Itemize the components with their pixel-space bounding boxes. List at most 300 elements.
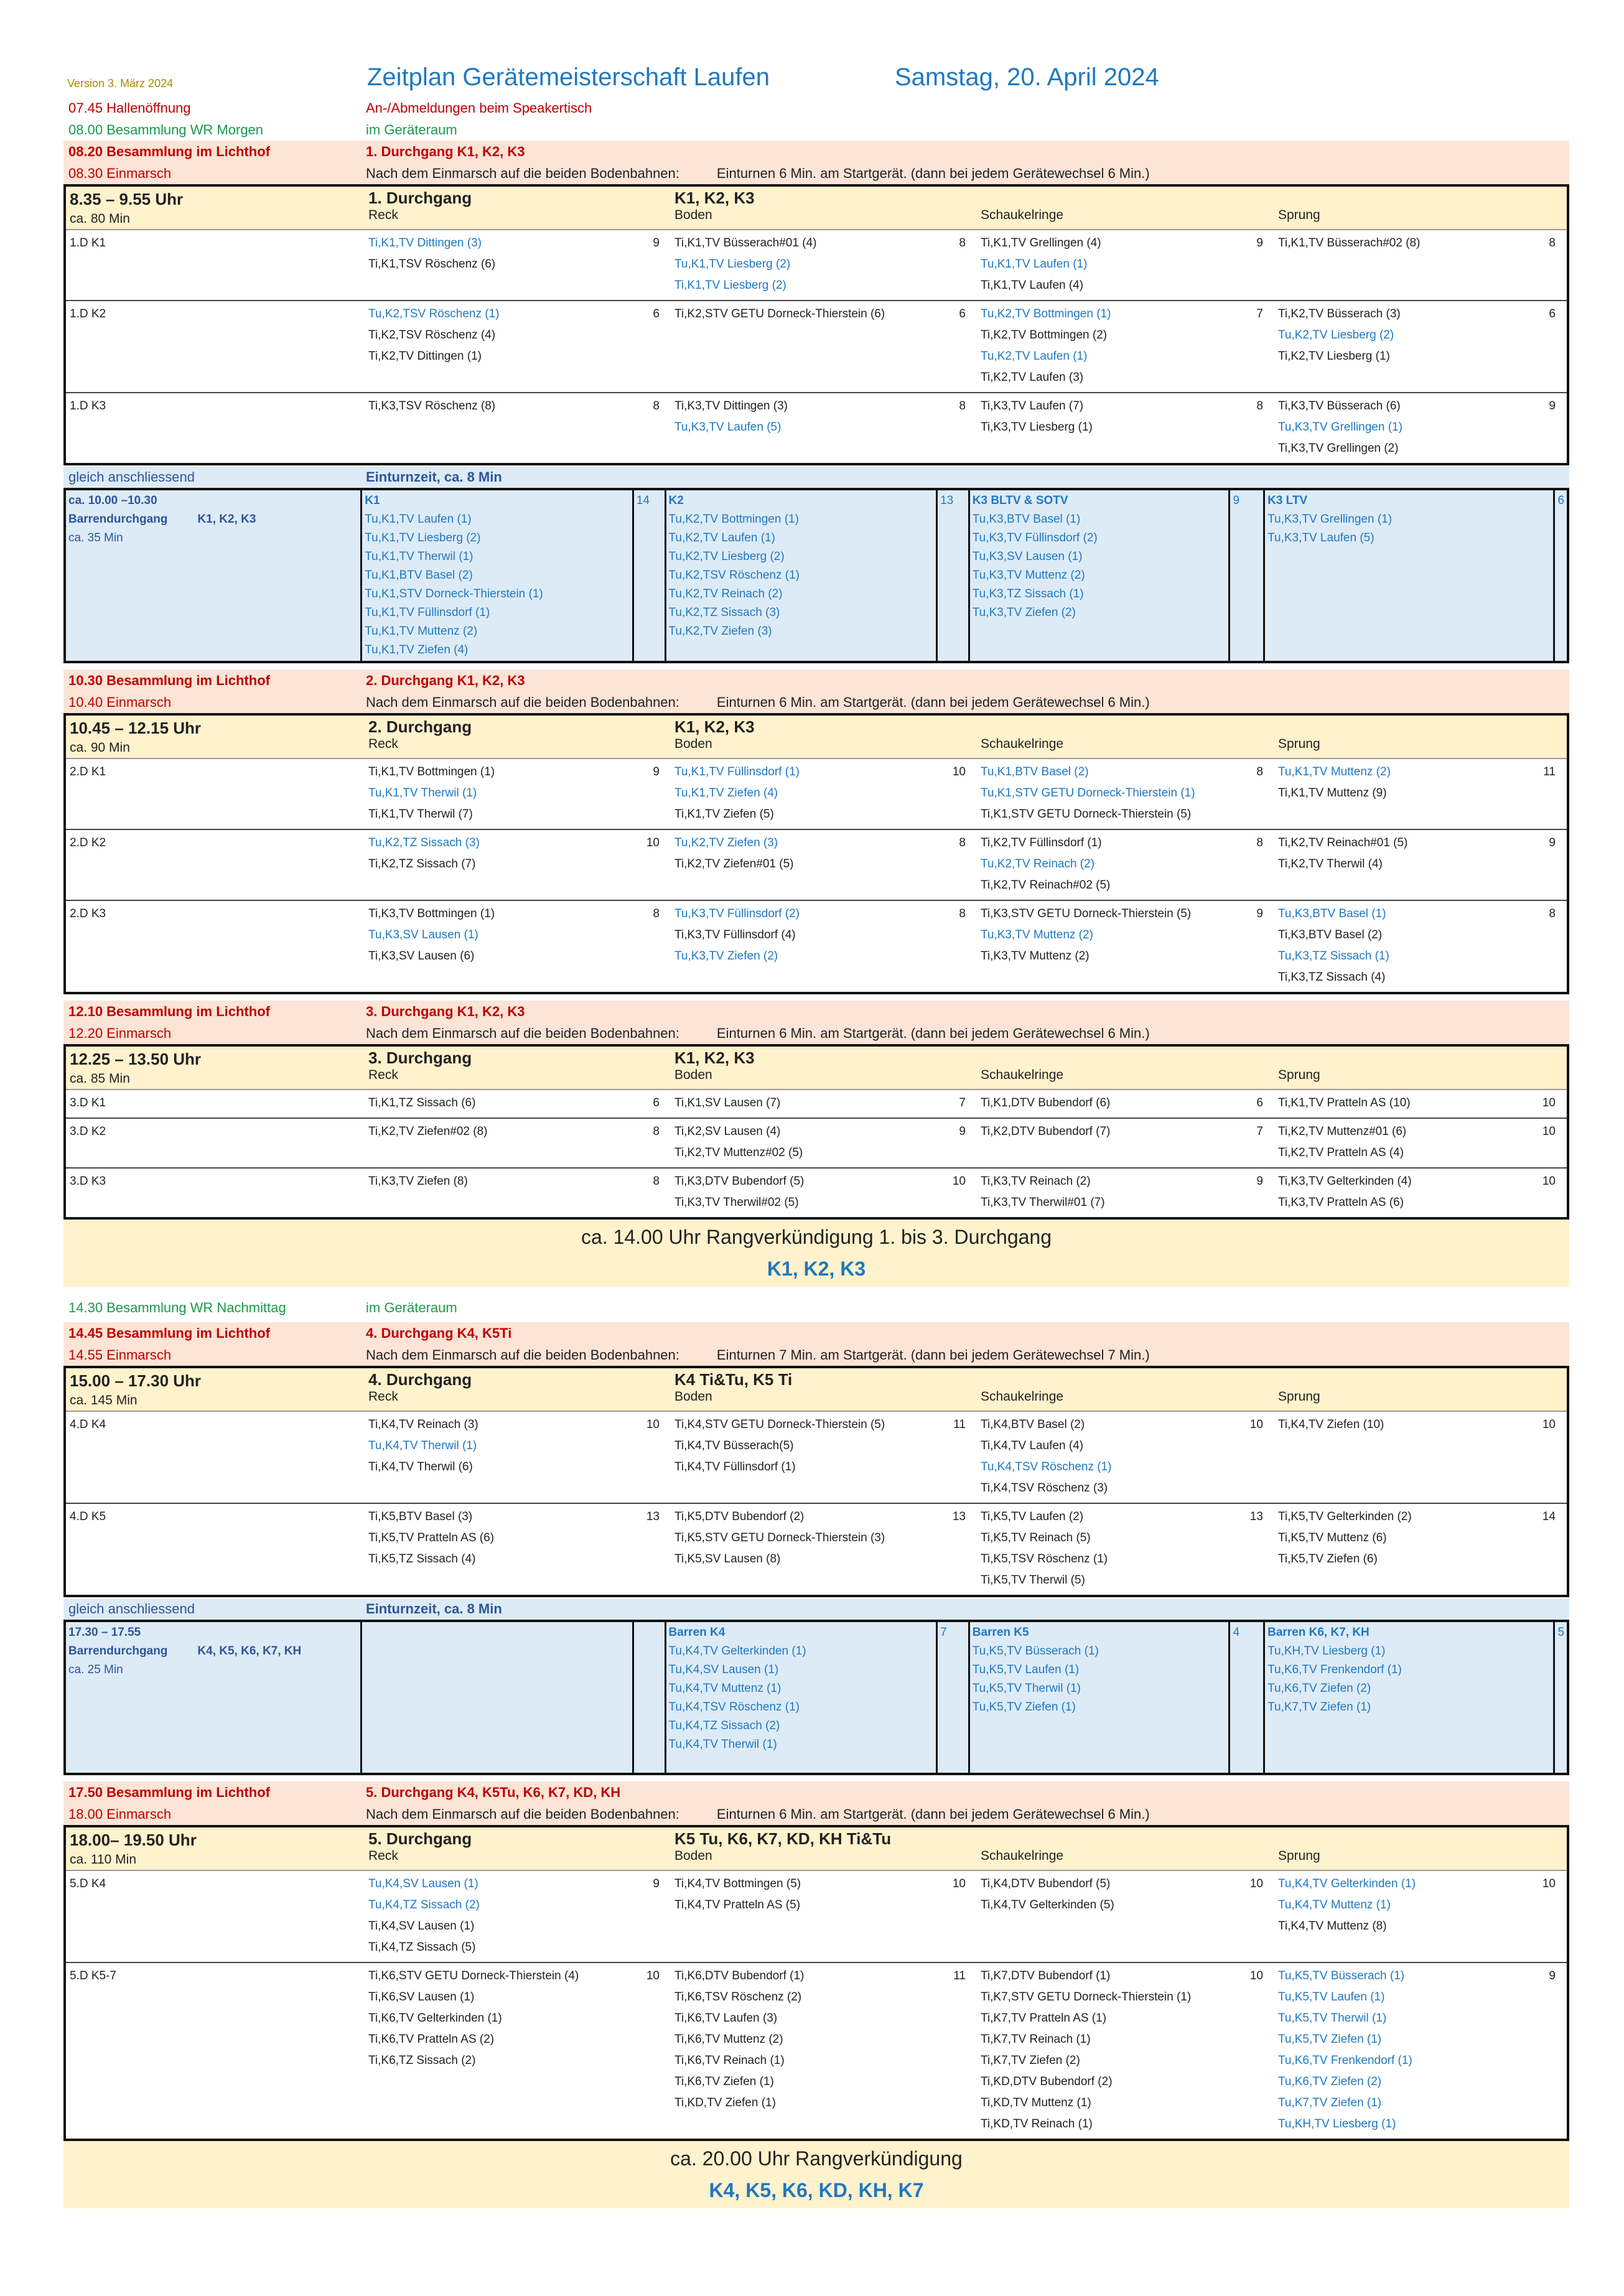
rang1-kat: K1, K2, K3	[767, 1258, 866, 1280]
list-item: Ti,K7,TV Reinach (1)	[981, 2033, 1091, 2046]
cell-count: 8	[959, 236, 966, 250]
barren-info-cell	[66, 490, 362, 661]
cell-schaukelringe	[977, 833, 1274, 896]
cell-count: 9	[1549, 836, 1556, 849]
list-item: Ti,K3,TV Therwil#02 (5)	[674, 1196, 799, 1209]
cell-boden	[671, 1966, 977, 2135]
cell-list	[1278, 1506, 1412, 1591]
cell-count: 10	[1249, 1418, 1263, 1431]
einmarsch-line	[63, 691, 1569, 713]
pre-line-1: 07.45 Hallenöffnung An-/Abmeldungen beim Speakertisch	[68, 100, 592, 116]
pre-line-2: 08.00 Besammlung WR Morgen im Geräteraum	[68, 121, 457, 138]
durchgang-time: 12.25 – 13.50 Uhr	[70, 1050, 202, 1068]
barren-item: Tu,K2,TZ Sissach (3)	[668, 606, 780, 619]
cell-schaukelringe	[977, 233, 1274, 296]
barren-item: Tu,K1,TV Liesberg (2)	[365, 531, 481, 544]
row-label: 2.D K1	[70, 765, 106, 778]
barren-count: 5	[1557, 1626, 1565, 1639]
cell-reck	[365, 833, 671, 896]
row-label: 1.D K2	[70, 307, 106, 320]
cell-count: 8	[1256, 765, 1263, 778]
barren-item: Tu,K1,TV Laufen (1)	[365, 513, 472, 526]
table-row	[66, 1090, 1567, 1118]
cell-count: 8	[653, 1175, 660, 1188]
list-item: Ti,K6,DTV Bubendorf (1)	[674, 1969, 805, 1982]
durchgang-time-cell	[66, 1368, 365, 1411]
cell-reck	[365, 396, 671, 459]
cell-list	[368, 1414, 478, 1499]
cell-count: 9	[1256, 1175, 1263, 1188]
cell-list	[674, 304, 885, 388]
colhead-boden: Boden	[674, 1849, 712, 1863]
besammlung-line	[63, 1322, 1569, 1344]
cell-count: 6	[959, 307, 966, 320]
cell-boden	[671, 1506, 977, 1591]
list-item: Tu,KH,TV Liesberg (1)	[1278, 2117, 1396, 2130]
cell-list	[368, 1171, 468, 1213]
row-label: 1.D K1	[70, 236, 106, 250]
durchgang-duration: ca. 85 Min	[70, 1071, 130, 1086]
table-row	[66, 1962, 1567, 2139]
cell-boden	[671, 833, 977, 896]
cell-list	[674, 1506, 885, 1591]
list-item: Ti,K4,TSV Röschenz (3)	[981, 1482, 1108, 1495]
cell-reck	[365, 1966, 671, 2135]
cell-count: 7	[1256, 1125, 1263, 1138]
barren-count: 7	[938, 1622, 970, 1773]
durchgang-head-row	[365, 1827, 1567, 1849]
table-row	[66, 1118, 1567, 1167]
rang2-text: ca. 20.00 Uhr Rangverkündigung	[670, 2147, 963, 2170]
list-item: Ti,K5,SV Lausen (8)	[674, 1552, 781, 1566]
barren-item: Tu,K4,TV Gelterkinden (1)	[668, 1645, 806, 1658]
list-item: Ti,K2,TV Therwil (4)	[1278, 857, 1383, 870]
cell-count: 8	[653, 907, 660, 920]
list-item: Ti,K3,TV Bottmingen (1)	[368, 907, 495, 920]
barren-item: Tu,K2,TSV Röschenz (1)	[668, 569, 800, 582]
cell-list	[368, 1506, 494, 1591]
list-item: Tu,K4,TZ Sissach (2)	[368, 1898, 480, 1911]
cell-count: 13	[646, 1510, 660, 1523]
cell-count: 10	[952, 1877, 966, 1890]
cell-list	[674, 1874, 801, 1958]
barren-label-row	[68, 510, 358, 529]
barren-count: 13	[938, 490, 970, 661]
list-item: Ti,K5,TV Gelterkinden (2)	[1278, 1510, 1412, 1523]
einturnen-text: Einturnen 6 Min. am Startgerät. (dann bei jedem Gerätewechsel 6 Min.)	[716, 694, 1150, 710]
colhead-boden: Boden	[674, 1389, 712, 1404]
barren-item: Tu,K4,TV Therwil (1)	[668, 1738, 777, 1751]
barren-table	[63, 1620, 1569, 1775]
cell-count: 13	[952, 1510, 966, 1523]
header	[63, 56, 1569, 97]
durchgang-head-row	[365, 187, 1567, 208]
list-item: Ti,K6,TV Laufen (3)	[674, 2012, 778, 2025]
list-item: Ti,K4,TV Büsserach(5)	[674, 1439, 794, 1452]
list-item: Tu,K3,TZ Sissach (1)	[1278, 950, 1389, 963]
list-item: Tu,K5,TV Therwil (1)	[1278, 2012, 1387, 2025]
besammlung-info: 5. Durchgang K4, K5Tu, K6, K7, KD, KH	[366, 1784, 621, 1800]
cell-list	[368, 233, 495, 296]
list-item: Ti,K3,TV Büsserach (6)	[1278, 399, 1401, 413]
list-item: Tu,K2,TV Ziefen (3)	[674, 836, 778, 849]
list-item: Tu,K3,SV Lausen (1)	[368, 928, 478, 941]
list-item: Ti,K1,TZ Sissach (6)	[368, 1096, 476, 1109]
apparatus-head-row	[365, 1849, 1567, 1864]
durchgang-kategorien: K1, K2, K3	[674, 717, 755, 736]
durchgang-time-cell	[66, 1827, 365, 1870]
list-item: Ti,K1,DTV Bubendorf (6)	[981, 1096, 1111, 1109]
barren-item: Tu,K3,TV Grellingen (1)	[1267, 513, 1393, 526]
besammlung-info: 3. Durchgang K1, K2, K3	[366, 1003, 525, 1019]
table-row	[66, 230, 1567, 300]
cell-count: 8	[653, 399, 660, 413]
list-item: Ti,K3,BTV Basel (2)	[1278, 928, 1383, 941]
wr-nachmittag: 14.30 Besammlung WR Nachmittag im Geräteraum	[68, 1299, 457, 1315]
einmarsch-text: Nach dem Einmarsch auf die beiden Bodenbahnen:	[366, 1346, 679, 1363]
list-item: Ti,K1,TV Büsserach#02 (8)	[1278, 236, 1421, 250]
cell-boden	[671, 396, 977, 459]
barren-item: Tu,K1,TV Ziefen (4)	[365, 643, 469, 656]
barren-item: Tu,K2,TV Laufen (1)	[668, 531, 775, 544]
list-item: Ti,K2,TV Büsserach (3)	[1278, 307, 1401, 320]
barren-item: Tu,K7,TV Ziefen (1)	[1267, 1701, 1371, 1714]
table-row	[66, 1167, 1567, 1217]
cell-count: 9	[1256, 907, 1263, 920]
list-item: Tu,K3,TV Muttenz (2)	[981, 928, 1093, 941]
cell-list	[981, 396, 1093, 459]
cell-list	[674, 1414, 885, 1499]
durchgang-name: 5. Durchgang	[368, 1829, 472, 1848]
cell-count: 10	[952, 765, 966, 778]
cell-list	[368, 1966, 579, 2135]
list-item: Ti,K5,STV GETU Dorneck-Thierstein (3)	[674, 1531, 885, 1544]
besammlung-info: 4. Durchgang K4, K5Ti	[366, 1325, 512, 1341]
durchgang-4	[63, 1322, 1569, 1597]
cell-list	[674, 903, 800, 988]
cell-list	[1278, 304, 1401, 388]
cell-count: 11	[1543, 765, 1556, 778]
durchgang-duration: ca. 80 Min	[70, 212, 130, 226]
cell-count: 10	[1542, 1125, 1556, 1138]
barren-kat: K1, K2, K3	[197, 513, 256, 526]
barren-item: Tu,K5,TV Ziefen (1)	[972, 1701, 1076, 1714]
apparatus-head-row	[365, 737, 1567, 752]
barren-col-head: K2	[668, 494, 684, 507]
cell-count: 10	[1249, 1877, 1263, 1890]
cell-list	[674, 233, 816, 296]
barren-block-2	[63, 1598, 1569, 1775]
list-item: Ti,K4,TV Gelterkinden (5)	[981, 1898, 1114, 1911]
durchgang-head	[66, 1368, 1567, 1412]
cell-boden	[671, 1093, 977, 1114]
cell-sprung	[1274, 762, 1567, 825]
list-item: Ti,K2,TZ Sissach (7)	[368, 857, 476, 870]
besammlung-line	[63, 1781, 1569, 1803]
besammlung-time: 12.10 Besammlung im Lichthof	[68, 1003, 270, 1019]
cell-schaukelringe	[977, 396, 1274, 459]
barren-item: Tu,K4,SV Lausen (1)	[668, 1663, 779, 1676]
cell-count: 13	[1249, 1510, 1263, 1523]
cell-reck	[365, 233, 671, 296]
table-row	[66, 300, 1567, 392]
einmarsch-text: Nach dem Einmarsch auf die beiden Bodenbahnen:	[366, 694, 679, 710]
durchgang-table	[63, 1044, 1569, 1220]
list-item: Tu,K5,TV Laufen (1)	[1278, 1990, 1385, 2004]
barren-item: Tu,K3,SV Lausen (1)	[972, 550, 1083, 563]
list-item: Ti,K3,TV Grellingen (2)	[1278, 442, 1399, 455]
colhead-sprung: Sprung	[1278, 737, 1320, 751]
cell-sprung	[1274, 1121, 1567, 1164]
cell-sprung	[1274, 833, 1567, 896]
list-item: Ti,K2,TV Muttenz#01 (6)	[1278, 1125, 1407, 1138]
cell-schaukelringe	[977, 304, 1274, 388]
cell-list	[1278, 233, 1420, 296]
barren-col	[970, 1622, 1231, 1773]
cell-count: 10	[1542, 1175, 1556, 1188]
cell-count: 10	[646, 836, 660, 849]
cell-count: 10	[1542, 1877, 1556, 1890]
barren-item: Tu,KH,TV Liesberg (1)	[1267, 1645, 1386, 1658]
einmarsch-time: 18.00 Einmarsch	[68, 1806, 172, 1822]
cell-boden	[671, 903, 977, 988]
barren-col-head: Barren K5	[972, 1626, 1029, 1639]
durchgang-name: 3. Durchgang	[368, 1048, 472, 1067]
cell-count: 8	[1549, 907, 1556, 920]
colhead-schaukelringe: Schaukelringe	[981, 1389, 1064, 1404]
gleich-text: gleich anschliessend	[68, 469, 195, 485]
barren-item: Tu,K6,TV Ziefen (2)	[1267, 1682, 1371, 1695]
cell-list	[981, 1874, 1114, 1958]
barren-col	[970, 490, 1231, 661]
barren-count: 9	[1230, 490, 1265, 661]
list-item: Ti,K1,TV Grellingen (4)	[981, 236, 1101, 250]
table-row	[66, 392, 1567, 463]
barren-item: Tu,K3,TV Füllinsdorf (2)	[972, 531, 1098, 544]
list-item: Ti,K3,TV Muttenz (2)	[981, 950, 1090, 963]
cell-sprung	[1274, 1966, 1567, 2135]
einmarsch-line	[63, 1022, 1569, 1044]
list-item: Ti,K7,STV GETU Dorneck-Thierstein (1)	[981, 1990, 1192, 2004]
barren-col-head: K3 LTV	[1267, 494, 1308, 507]
cell-list	[368, 1874, 480, 1958]
list-item: Ti,K4,TV Füllinsdorf (1)	[674, 1460, 796, 1473]
cell-count: 10	[952, 1175, 966, 1188]
cell-boden	[671, 1171, 977, 1213]
list-item: Tu,K6,TV Ziefen (2)	[1278, 2075, 1382, 2088]
cell-count: 7	[1256, 307, 1263, 320]
durchgang-duration: ca. 145 Min	[70, 1393, 138, 1407]
list-item: Ti,K3,TV Gelterkinden (4)	[1278, 1175, 1412, 1188]
cell-count: 6	[1256, 1096, 1263, 1109]
row-label: 1.D K3	[70, 399, 106, 413]
durchgang-time: 10.45 – 12.15 Uhr	[70, 719, 202, 737]
cell-list	[981, 1506, 1108, 1591]
barren-col-head: K3 BLTV & SOTV	[972, 494, 1068, 507]
list-item: Ti,K5,BTV Basel (3)	[368, 1510, 473, 1523]
list-item: Ti,K1,TV Büsserach#01 (4)	[674, 236, 817, 250]
colhead-boden: Boden	[674, 1068, 712, 1082]
besammlung-time: 14.45 Besammlung im Lichthof	[68, 1325, 270, 1341]
barren-info-cell	[66, 1622, 362, 1773]
cell-count: 8	[653, 1125, 660, 1138]
cell-reck	[365, 1093, 671, 1114]
list-item: Ti,K1,TV Laufen (4)	[981, 279, 1084, 292]
list-item: Ti,K4,BTV Basel (2)	[981, 1418, 1085, 1431]
barren-item: Tu,K5,TV Büsserach (1)	[972, 1645, 1099, 1658]
list-item: Ti,K6,TV Pratteln AS (2)	[368, 2033, 495, 2046]
table-row	[66, 829, 1567, 900]
list-item: Ti,K2,TV Reinach#02 (5)	[981, 879, 1111, 892]
list-item: Tu,K4,TV Gelterkinden (1)	[1278, 1877, 1416, 1890]
list-item: Ti,K4,TV Muttenz (8)	[1278, 1920, 1387, 1933]
cell-boden	[671, 1874, 977, 1958]
list-item: Ti,K6,TSV Röschenz (2)	[674, 1990, 802, 2004]
cell-schaukelringe	[977, 1966, 1274, 2135]
cell-count: 10	[646, 1969, 660, 1982]
list-item: Ti,K4,TV Therwil (6)	[368, 1460, 473, 1473]
einturnen-text: Einturnen 6 Min. am Startgerät. (dann bei jedem Gerätewechsel 6 Min.)	[716, 165, 1150, 181]
barren-item: Tu,K3,TV Muttenz (2)	[972, 569, 1085, 582]
durchgang-table	[63, 1366, 1569, 1597]
barren-item: Tu,K3,TV Laufen (5)	[1267, 531, 1374, 544]
list-item: Ti,K4,TV Reinach (3)	[368, 1418, 478, 1431]
list-item: Ti,K6,TV Reinach (1)	[674, 2054, 785, 2067]
barren-block-1	[63, 467, 1569, 663]
barren-col-head: Barren K6, K7, KH	[1267, 1626, 1370, 1639]
cell-reck	[365, 1171, 671, 1213]
gleich-line	[63, 467, 1569, 488]
list-item: Tu,K4,TV Therwil (1)	[368, 1439, 477, 1452]
besammlung-time: 10.30 Besammlung im Lichthof	[68, 672, 270, 688]
einmarsch-info	[362, 1347, 1569, 1363]
cell-list	[368, 1121, 487, 1164]
rangverkuendigung-1	[63, 1220, 1569, 1287]
list-item: Ti,K3,TSV Röschenz (8)	[368, 399, 496, 413]
cell-boden	[671, 1121, 977, 1164]
rangverkuendigung-2	[63, 2141, 1569, 2208]
list-item: Ti,K1,TV Liesberg (2)	[674, 279, 786, 292]
cell-list	[1278, 1121, 1406, 1164]
cell-count: 6	[653, 307, 660, 320]
durchgang-head-cols	[365, 1047, 1567, 1089]
list-item: Ti,KD,DTV Bubendorf (2)	[981, 2075, 1113, 2088]
list-item: Ti,K7,TV Pratteln AS (1)	[981, 2012, 1107, 2025]
list-item: Ti,K5,TV Ziefen (6)	[1278, 1552, 1378, 1566]
row-label: 2.D K2	[70, 836, 106, 849]
einmarsch-text: Nach dem Einmarsch auf die beiden Bodenbahnen:	[366, 1025, 679, 1041]
list-item: Ti,K4,TV Pratteln AS (5)	[674, 1898, 801, 1911]
list-item: Ti,K6,TV Ziefen (1)	[674, 2075, 774, 2088]
cell-schaukelringe	[977, 1121, 1274, 1164]
list-item: Ti,K5,TV Muttenz (6)	[1278, 1531, 1387, 1544]
colhead-schaukelringe: Schaukelringe	[981, 1068, 1064, 1082]
list-item: Ti,K3,TV Laufen (7)	[981, 399, 1084, 413]
list-item: Ti,K4,TV Ziefen (10)	[1278, 1418, 1384, 1431]
gleich-text: gleich anschliessend	[68, 1601, 195, 1617]
durchgang-1	[63, 141, 1569, 465]
cell-list	[981, 762, 1195, 825]
list-item: Ti,K6,TV Muttenz (2)	[674, 2033, 783, 2046]
cell-list	[368, 903, 495, 988]
barren-item: Tu,K4,TSV Röschenz (1)	[668, 1701, 800, 1714]
cell-reck	[365, 1506, 671, 1591]
list-item: Ti,K2,TV Ziefen#01 (5)	[674, 857, 794, 870]
list-item: Tu,K3,TV Füllinsdorf (2)	[674, 907, 800, 920]
durchgang-table	[63, 713, 1569, 994]
durchgang-head	[66, 187, 1567, 230]
colhead-schaukelringe: Schaukelringe	[981, 737, 1064, 751]
cell-list	[674, 396, 788, 459]
durchgang-name: 4. Durchgang	[368, 1370, 472, 1389]
colhead-reck: Reck	[368, 1068, 398, 1082]
barren-item: Tu,K4,TZ Sissach (2)	[668, 1719, 780, 1732]
barren-col	[1265, 490, 1555, 661]
gleich-line	[63, 1598, 1569, 1620]
list-item: Ti,K5,TSV Röschenz (1)	[981, 1552, 1108, 1566]
colhead-sprung: Sprung	[1278, 1849, 1320, 1863]
list-item: Tu,K1,TV Ziefen (4)	[674, 786, 778, 800]
row-label: 3.D K2	[70, 1125, 106, 1138]
list-item: Ti,K5,TV Laufen (2)	[981, 1510, 1084, 1523]
row-label: 5.D K4	[70, 1877, 106, 1890]
cell-sprung	[1274, 304, 1567, 388]
einmarsch-text: Nach dem Einmarsch auf die beiden Bodenbahnen:	[366, 1806, 679, 1822]
cell-schaukelringe	[977, 903, 1274, 988]
durchgang-head-cols	[365, 1827, 1567, 1870]
cell-list	[1278, 833, 1407, 896]
list-item: Ti,K4,SV Lausen (1)	[368, 1920, 475, 1933]
cell-list	[1278, 396, 1402, 459]
barren-count: 6	[1557, 494, 1565, 507]
cell-count: 8	[959, 836, 966, 849]
cell-reck	[365, 1121, 671, 1164]
apparatus-head-row	[365, 1068, 1567, 1083]
barren-item: Tu,K2,TV Bottmingen (1)	[668, 513, 799, 526]
colhead-schaukelringe: Schaukelringe	[981, 208, 1064, 222]
table-row	[66, 900, 1567, 992]
barren-item: Tu,K1,TV Therwil (1)	[365, 550, 474, 563]
cell-schaukelringe	[977, 1506, 1274, 1591]
barren-col	[666, 490, 938, 661]
table-row	[66, 1412, 1567, 1503]
einmarsch-info	[362, 1806, 1569, 1822]
list-item: Ti,K6,STV GETU Dorneck-Thierstein (4)	[368, 1969, 579, 1982]
barren-item: Tu,K4,TV Muttenz (1)	[668, 1682, 782, 1695]
durchgang-head-row	[365, 1047, 1567, 1068]
list-item: Ti,K3,TV Pratteln AS (6)	[1278, 1196, 1404, 1209]
list-item: Tu,K4,TV Muttenz (1)	[1278, 1898, 1391, 1911]
list-item: Tu,K2,TV Reinach (2)	[981, 857, 1095, 870]
durchgang-kategorien: K1, K2, K3	[674, 1048, 755, 1067]
durchgang-duration: ca. 90 Min	[70, 740, 130, 755]
besammlung-time: 08.20 Besammlung im Lichthof	[68, 143, 270, 159]
durchgang-kategorien: K1, K2, K3	[674, 189, 755, 207]
besammlung-info: 2. Durchgang K1, K2, K3	[366, 672, 525, 688]
cell-count: 10	[1542, 1096, 1556, 1109]
cell-list	[1278, 1171, 1412, 1213]
cell-sprung	[1274, 233, 1567, 296]
barren-item: Tu,K5,TV Therwil (1)	[972, 1682, 1081, 1695]
durchgang-head-row	[365, 716, 1567, 737]
cell-list	[981, 1093, 1110, 1114]
colhead-sprung: Sprung	[1278, 1068, 1320, 1082]
durchgang-head-row	[365, 1368, 1567, 1389]
cell-boden	[671, 233, 977, 296]
barren-item: Tu,K1,TV Füllinsdorf (1)	[365, 606, 490, 619]
cell-list	[1278, 762, 1391, 825]
list-item: Tu,K1,TV Muttenz (2)	[1278, 765, 1391, 778]
